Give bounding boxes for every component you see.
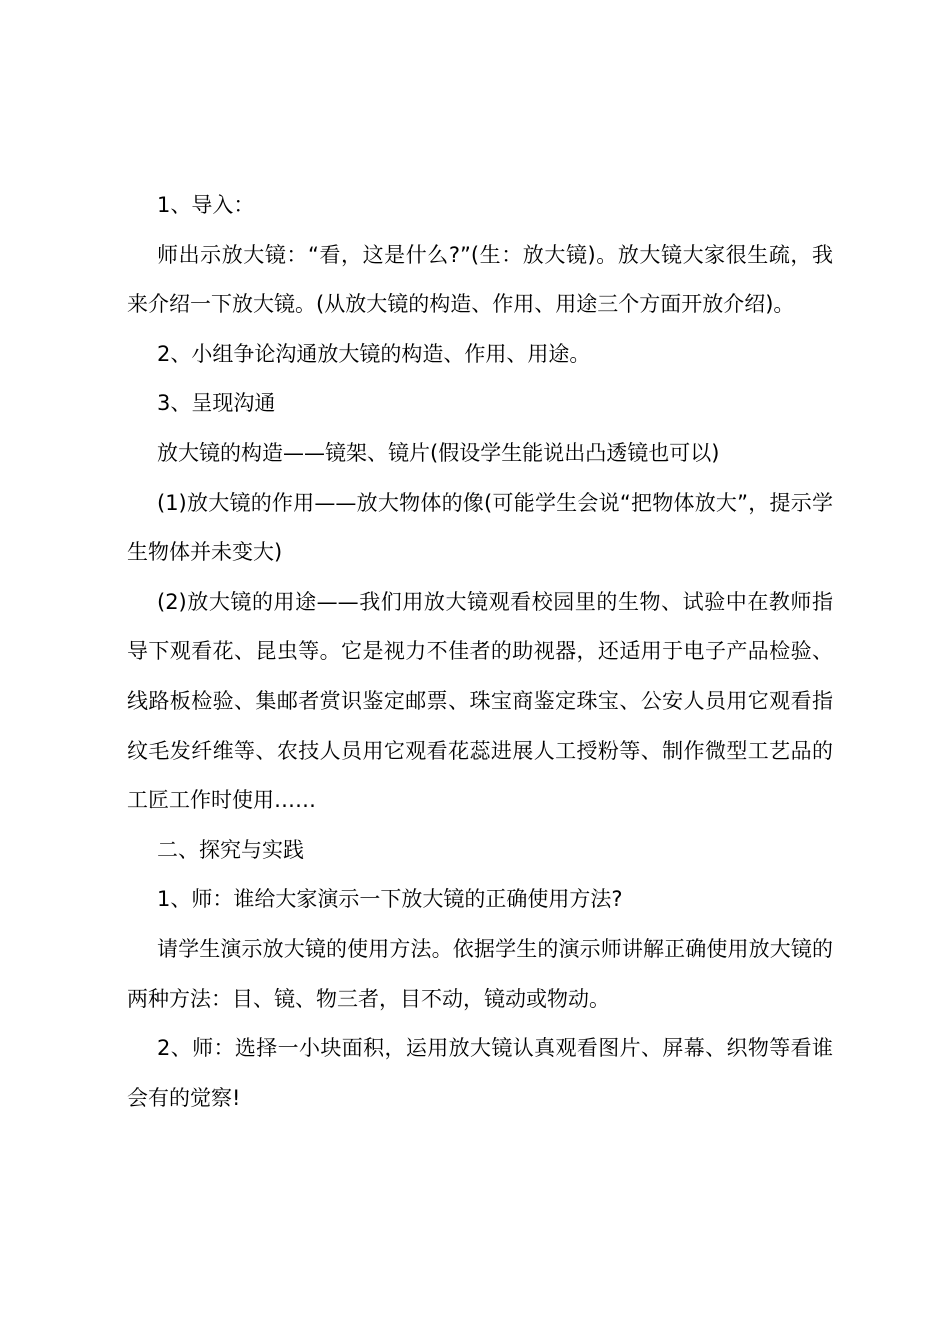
section-heading-intro: 1、导入： (157, 193, 255, 217)
document-body (127, 181, 833, 1123)
paragraph-observe-task: 2、师：选择一小块面积，运用放大镜认真观看图片、屏幕、织物等看谁会有的觉察! (127, 1036, 833, 1110)
paragraph-teacher-shows-magnifier: 师出示放大镜：“看，这是什么?”(生：放大镜)。放大镜大家很生疏，我来介绍一下放大镜。(从放大镜的构造、作用、用途三个方面开放介绍)。 (127, 242, 833, 317)
section-heading-present: 3、呈现沟通 (157, 391, 276, 416)
paragraph-magnifier-function: (1)放大镜的作用——放大物体的像(可能学生会说“把物体放大”，提示学生物体并未变大) (127, 490, 833, 565)
section-heading-explore: 二、探究与实践 (157, 837, 304, 862)
paragraph-group-discussion: 2、小组争论沟通放大镜的构造、作用、用途。 (157, 341, 591, 366)
paragraph-demonstration: 请学生演示放大镜的使用方法。依据学生的演示师讲解正确使用放大镜的两种方法：目、镜、物三者，目不动，镜动或物动。 (127, 936, 833, 1011)
paragraph-magnifier-structure: 放大镜的构造——镜架、镜片(假设学生能说出凸透镜也可以) (157, 440, 720, 465)
paragraph-teacher-question: 1、师：谁给大家演示一下放大镜的正确使用方法? (157, 887, 623, 912)
paragraph-magnifier-uses: (2)放大镜的用途——我们用放大镜观看校园里的生物、试验中在教师指导下观看花、昆虫等。它是视力不佳者的助视器，还适用于电子产品检验、线路板检验、集邮者赏识鉴定邮票、珠宝商鉴定珠宝、公安人员用它观看指纹毛发纤维等、农技人员用它观看花蕊进展人工授粉等、制作微型工艺品的工匠工作时使用…… (127, 589, 833, 813)
